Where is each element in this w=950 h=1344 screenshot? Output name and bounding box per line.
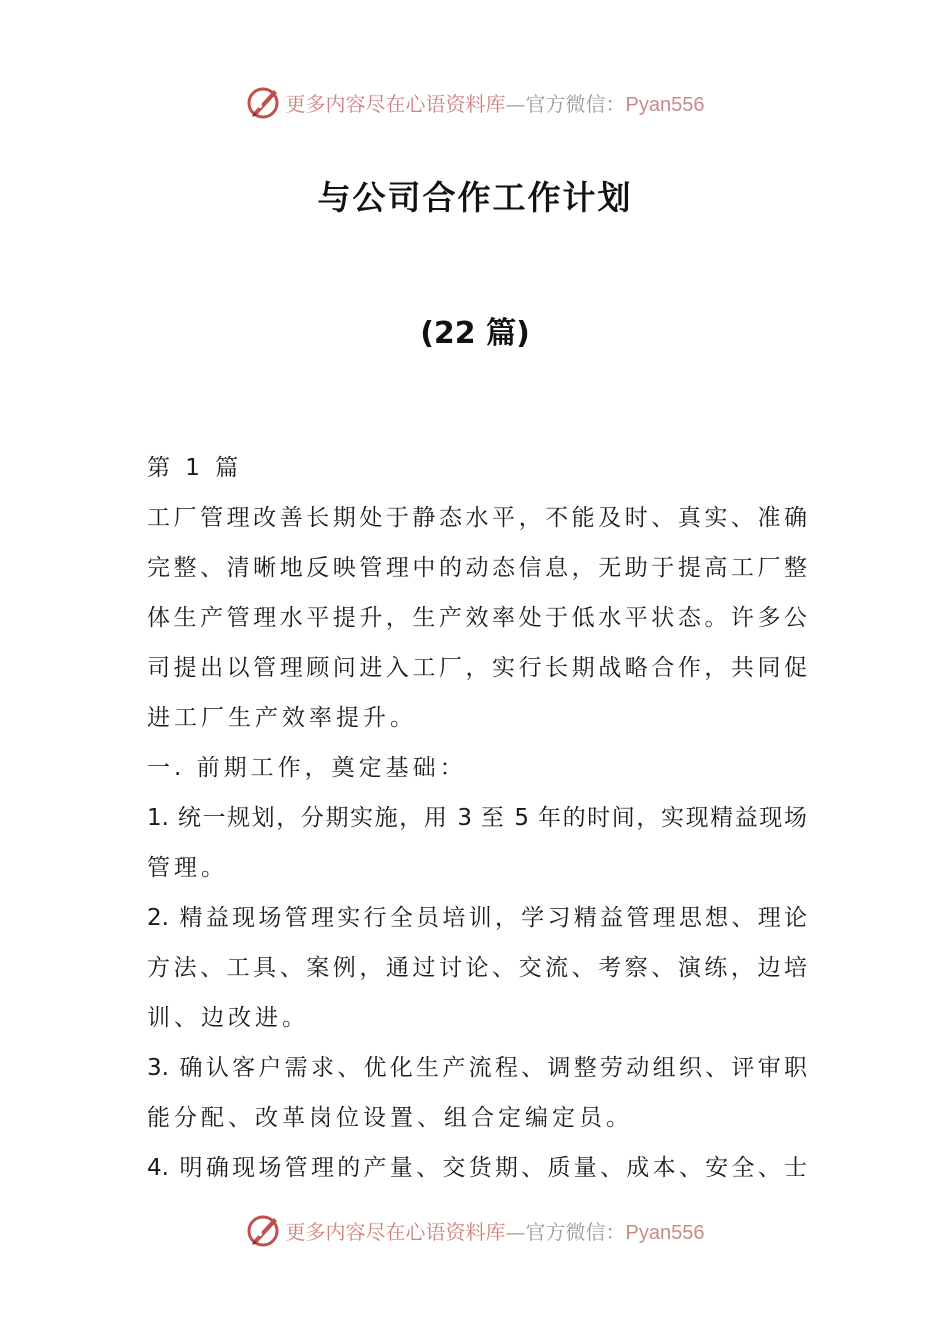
- document-title: 与公司合作工作计划: [317, 178, 633, 217]
- section-heading: 第 1 篇: [147, 455, 243, 481]
- paragraph-line: 进工厂生产效率提升。: [147, 705, 417, 731]
- footer-watermark: [0, 1210, 950, 1250]
- watermark-main: 更多内容尽在心语资料库: [285, 91, 506, 116]
- pen-logo-icon: [246, 1212, 282, 1248]
- paragraph-line: 司提出以管理顾问进入工厂，实行长期战略合作，共同促: [147, 655, 807, 681]
- watermark-text: [286, 1216, 705, 1245]
- list-item-line: 方法、工具、案例，通过讨论、交流、考察、演练，边培: [147, 955, 807, 981]
- list-item-line: 4. 明确现场管理的产量、交货期、质量、成本、安全、士: [147, 1155, 807, 1181]
- watermark-dash: —: [505, 91, 526, 116]
- paragraph-line: 工厂管理改善长期处于静态水平，不能及时、真实、准确: [147, 505, 807, 531]
- list-item-line: 1. 统一规划，分期实施，用 3 至 5 年的时间，实现精益现场: [147, 805, 807, 831]
- watermark-dash: —: [505, 1219, 526, 1244]
- watermark-sub: 官方微信：: [525, 1219, 626, 1244]
- document-subtitle: (22 篇): [420, 316, 530, 351]
- header-watermark: [0, 82, 950, 122]
- paragraph-line: 完整、清晰地反映管理中的动态信息，无助于提高工厂整: [147, 555, 807, 581]
- pen-logo-icon: [246, 84, 282, 120]
- watermark-id: Pyan556: [625, 1221, 705, 1244]
- watermark-main: 更多内容尽在心语资料库: [285, 1219, 506, 1244]
- list-item-line: 管理。: [147, 855, 228, 881]
- subsection-heading: 一. 前期工作，奠定基础：: [147, 755, 467, 781]
- paragraph-line: 体生产管理水平提升，生产效率处于低水平状态。许多公: [147, 605, 807, 631]
- list-item-line: 能分配、改革岗位设置、组合定编定员。: [147, 1105, 633, 1131]
- list-item-line: 2. 精益现场管理实行全员培训，学习精益管理思想、理论: [147, 905, 807, 931]
- list-item-line: 训、边改进。: [147, 1005, 309, 1031]
- watermark-text: [286, 88, 705, 117]
- document-body: [147, 443, 807, 1193]
- watermark-id: Pyan556: [625, 93, 705, 116]
- list-item-line: 3. 确认客户需求、优化生产流程、调整劳动组织、评审职: [147, 1055, 807, 1081]
- watermark-sub: 官方微信：: [525, 91, 626, 116]
